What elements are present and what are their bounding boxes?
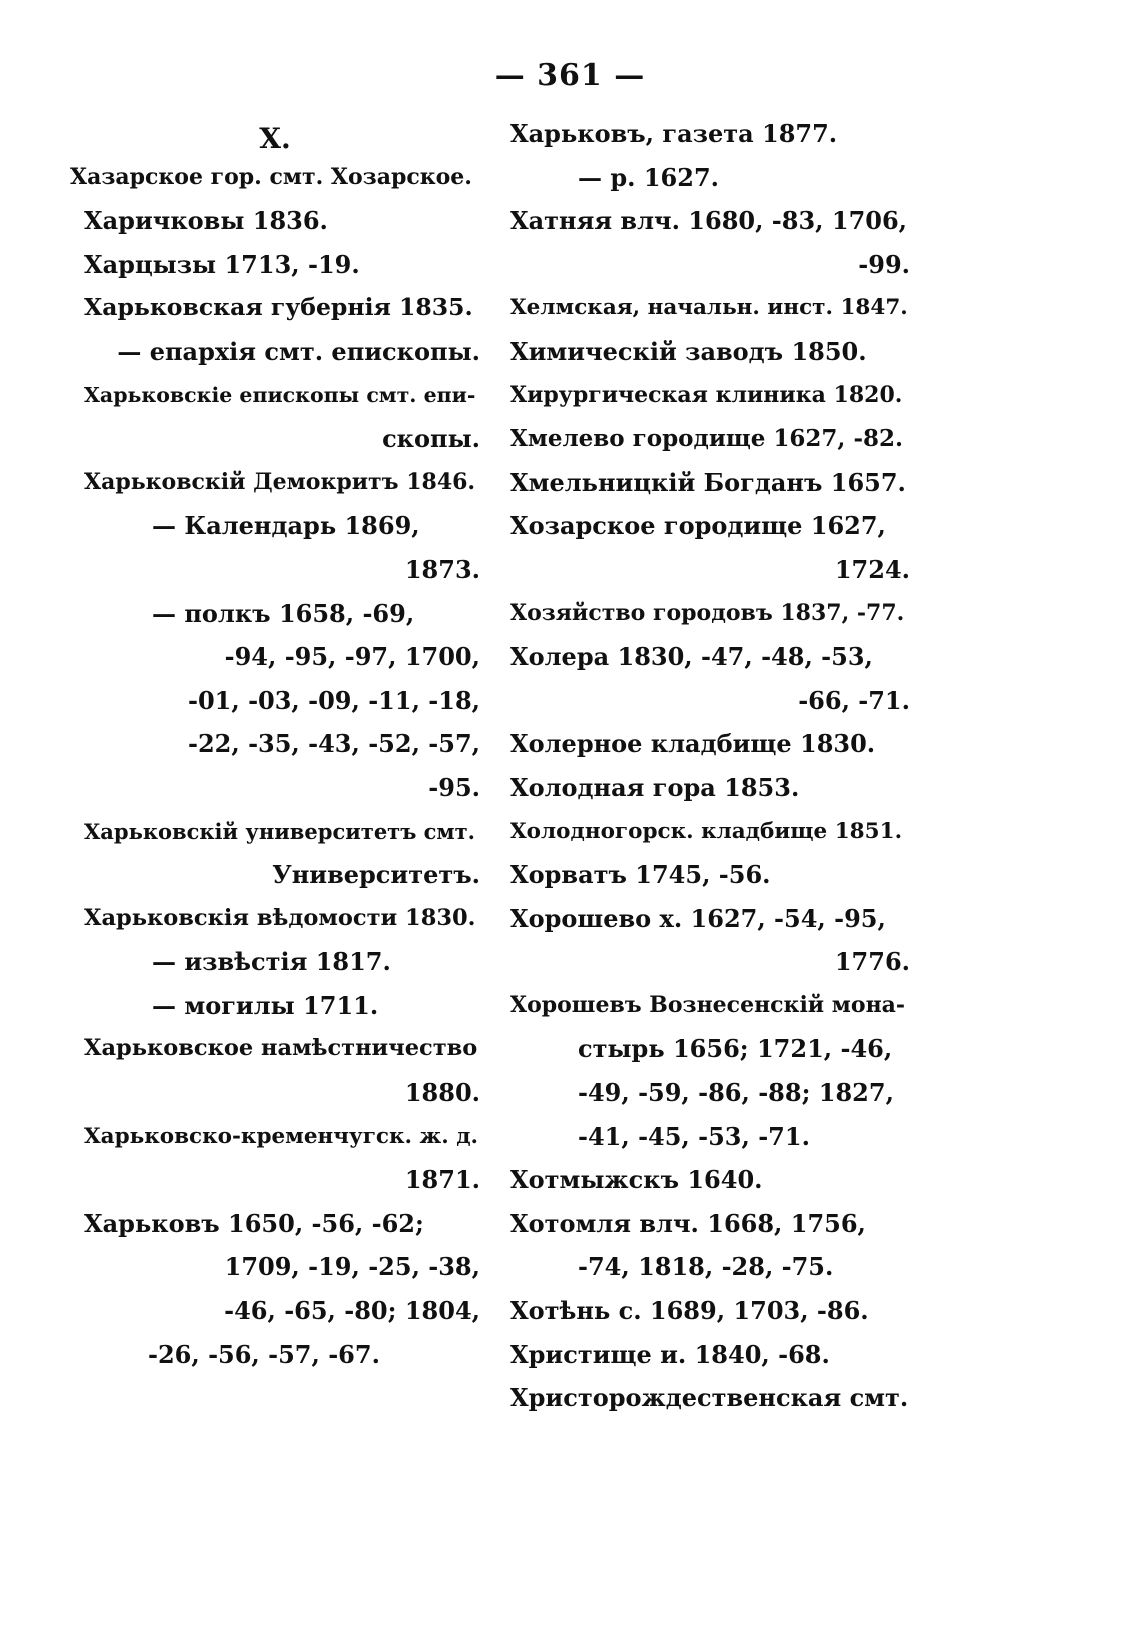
left-column bbox=[70, 112, 480, 1376]
index-entry: — р. 1627. bbox=[578, 162, 719, 192]
index-entry: 1880. bbox=[404, 1078, 480, 1108]
index-entry: -95. bbox=[428, 772, 480, 802]
index-entry: Хмельницкій Богданъ 1657. bbox=[510, 467, 906, 497]
index-entry: Харцызы 1713, -19. bbox=[84, 249, 360, 279]
index-entry: -41, -45, -53, -71. bbox=[578, 1121, 810, 1151]
index-entry: -22, -35, -43, -52, -57, bbox=[188, 729, 480, 759]
index-entry: Харьковскія вѣдомости 1830. bbox=[84, 904, 476, 931]
page-number: — 361 — bbox=[494, 58, 646, 93]
index-entry: -66, -71. bbox=[798, 685, 910, 715]
index-entry: Харичковы 1836. bbox=[84, 206, 328, 236]
index-entry: Хорватъ 1745, -56. bbox=[510, 860, 771, 890]
index-entry: -26, -56, -57, -67. bbox=[148, 1339, 380, 1369]
index-entry: Университетъ. bbox=[272, 860, 480, 890]
index-entry: Холодная гора 1853. bbox=[510, 772, 800, 802]
index-entry: Химическій заводъ 1850. bbox=[510, 336, 867, 366]
index-entry: — полкъ 1658, -69, bbox=[152, 598, 415, 628]
index-entry: Хирургическая клиника 1820. bbox=[510, 381, 903, 408]
index-entry: Харьковскій университетъ смт. bbox=[84, 818, 475, 844]
index-entry: -74, 1818, -28, -75. bbox=[578, 1252, 834, 1282]
index-entry: Хорошево х. 1627, -54, -95, bbox=[510, 903, 886, 933]
index-entry: Хатняя влч. 1680, -83, 1706, bbox=[510, 206, 908, 236]
index-entry: Харьковское намѣстничество bbox=[84, 1035, 478, 1062]
index-entry: Хмелево городище 1627, -82. bbox=[510, 425, 903, 453]
index-entry: — могилы 1711. bbox=[152, 990, 379, 1020]
index-entry: -99. bbox=[858, 249, 910, 279]
index-entry: скопы. bbox=[382, 424, 480, 454]
index-entry: Харьковъ 1650, -56, -62; bbox=[84, 1208, 424, 1238]
index-entry: Хазарское гор. смт. Хозарское. bbox=[70, 163, 472, 190]
index-entry: 1871. bbox=[404, 1165, 480, 1195]
index-entry: — извѣстія 1817. bbox=[152, 947, 391, 977]
right-column bbox=[510, 112, 910, 1420]
index-entry: Хотѣнь с. 1689, 1703, -86. bbox=[510, 1296, 869, 1326]
index-entry: — епархія смт. епископы. bbox=[117, 336, 480, 366]
index-entry: Холера 1830, -47, -48, -53, bbox=[510, 642, 873, 672]
index-entry: Харьковъ, газета 1877. bbox=[510, 119, 838, 148]
index-entry: -49, -59, -86, -88; 1827, bbox=[578, 1078, 894, 1108]
index-entry: -94, -95, -97, 1700, bbox=[224, 642, 480, 672]
index-entry: Харьковскій Демокритъ 1846. bbox=[84, 468, 476, 495]
index-entry: 1724. bbox=[834, 554, 910, 584]
index-entry: Хозяйство городовъ 1837, -77. bbox=[510, 599, 905, 626]
index-entry: 1709, -19, -25, -38, bbox=[224, 1252, 480, 1282]
index-entry: Хотмыжскъ 1640. bbox=[510, 1165, 763, 1195]
index-entry: Х. bbox=[259, 122, 291, 155]
index-entry: стырь 1656; 1721, -46, bbox=[578, 1034, 893, 1064]
index-entry: -01, -03, -09, -11, -18, bbox=[188, 685, 480, 715]
index-entry: Христище и. 1840, -68. bbox=[510, 1339, 830, 1369]
index-entry: 1873. bbox=[404, 554, 480, 584]
index-entry: Харьковскіе епископы смт. епи- bbox=[84, 382, 476, 407]
index-entry: Харьковско-кременчугск. ж. д. bbox=[84, 1123, 479, 1149]
index-entry: Христорождественская смт. bbox=[510, 1383, 909, 1413]
index-entry: Хелмская, начальн. инст. 1847. bbox=[510, 295, 908, 321]
index-entry: Хотомля влч. 1668, 1756, bbox=[510, 1208, 866, 1238]
index-entry: 1776. bbox=[834, 947, 910, 977]
index-entry: Харьковская губернія 1835. bbox=[84, 293, 473, 322]
index-entry: Хорошевъ Вознесенскій мона- bbox=[510, 991, 906, 1018]
index-entry: -46, -65, -80; 1804, bbox=[224, 1296, 480, 1326]
index-entry: Хозарское городище 1627, bbox=[510, 511, 886, 541]
index-entry: Холерное кладбище 1830. bbox=[510, 729, 876, 759]
index-entry: Холодногорск. кладбище 1851. bbox=[510, 818, 903, 844]
index-entry: — Календарь 1869, bbox=[152, 511, 420, 541]
